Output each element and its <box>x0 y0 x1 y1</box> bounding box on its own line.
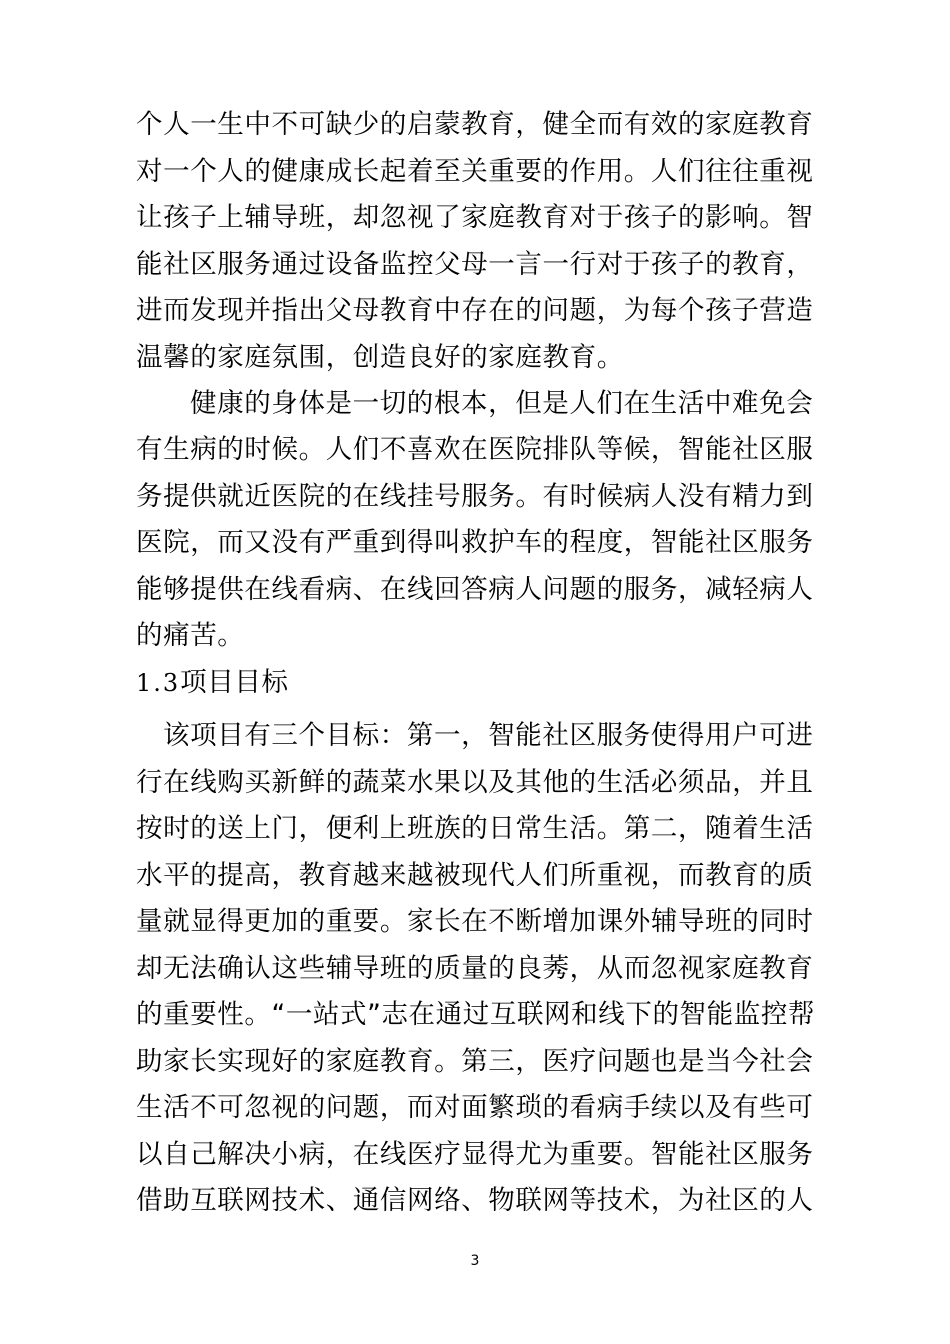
paragraph-2-line-2: 有生病的时候。人们不喜欢在医院排队等候，智能社区服 <box>136 434 814 465</box>
section-title: 项目目标 <box>180 667 289 698</box>
paragraph-3-line-4: 水平的提高，教育越来越被现代人们所重视，而教育的质 <box>136 860 814 891</box>
paragraph-1-line-6: 温馨的家庭氛围，创造良好的家庭教育。 <box>136 342 624 373</box>
paragraph-3-line-2: 行在线购买新鲜的蔬菜水果以及其他的生活必须品，并且 <box>136 767 814 798</box>
page-number: 3 <box>470 1253 480 1269</box>
paragraph-1-line-3: 让孩子上辅导班，却忽视了家庭教育对于孩子的影响。智 <box>136 202 814 233</box>
paragraph-1-line-1: 个人一生中不可缺少的启蒙教育，健全而有效的家庭教育 <box>136 109 814 140</box>
paragraph-2-line-1: 健康的身体是一切的根本，但是人们在生活中难免会 <box>190 388 814 419</box>
paragraph-3-line-10: 以自己解决小病，在线医疗显得尤为重要。智能社区服务 <box>136 1139 814 1170</box>
paragraph-2-line-6: 的痛苦。 <box>136 620 245 651</box>
paragraph-3-line-11: 借助互联网技术、通信网络、物联网等技术，为社区的人 <box>136 1185 814 1216</box>
paragraph-2-line-4: 医院，而又没有严重到得叫救护车的程度，智能社区服务 <box>136 527 814 558</box>
paragraph-1-line-4: 能社区服务通过设备监控父母一言一行对于孩子的教育， <box>136 249 814 280</box>
section-number: 1.3 <box>136 669 181 697</box>
paragraph-1-line-5: 进而发现并指出父母教育中存在的问题，为每个孩子营造 <box>136 295 814 326</box>
paragraph-2-line-3: 务提供就近医院的在线挂号服务。有时候病人没有精力到 <box>136 481 814 512</box>
paragraph-3-line-9: 生活不可忽视的问题，而对面繁琐的看病手续以及有些可 <box>136 1092 814 1123</box>
paragraph-3-line-8: 助家长实现好的家庭教育。第三，医疗问题也是当今社会 <box>136 1046 814 1077</box>
paragraph-1-line-2: 对一个人的健康成长起着至关重要的作用。人们往往重视 <box>136 156 814 187</box>
section-heading <box>136 664 289 702</box>
paragraph-3-line-6: 却无法确认这些辅导班的质量的良莠，从而忽视家庭教育 <box>136 953 814 984</box>
paragraph-3-line-5: 量就显得更加的重要。家长在不断增加课外辅导班的同时 <box>136 906 814 937</box>
paragraph-2-line-5: 能够提供在线看病、在线回答病人问题的服务，减轻病人 <box>136 574 814 605</box>
paragraph-3-line-1: 该项目有三个目标：第一，智能社区服务使得用户可进 <box>163 720 814 751</box>
paragraph-3-line-7: 的重要性。“一站式”志在通过互联网和线下的智能监控帮 <box>136 999 816 1030</box>
paragraph-3-line-3: 按时的送上门，便利上班族的日常生活。第二，随着生活 <box>136 813 814 844</box>
